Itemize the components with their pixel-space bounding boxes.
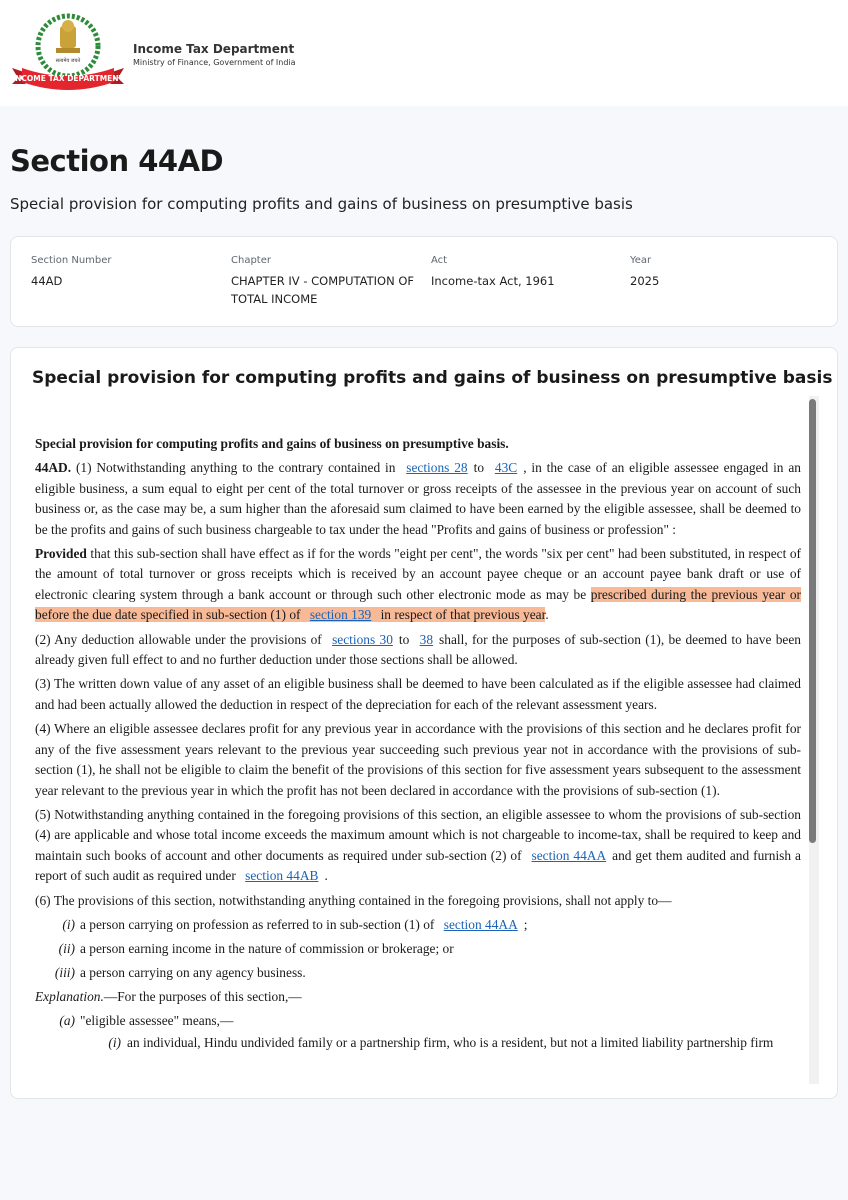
proviso <box>35 544 801 626</box>
list-item <box>35 1033 801 1055</box>
link-section-139[interactable]: section 139 <box>309 607 372 623</box>
page-subtitle: Special provision for computing profits and gains of business on presumptive basis <box>10 195 633 213</box>
site-header <box>0 0 848 106</box>
sub-section-3: (3) The written down value of any asset of an eligible business shall be deemed to have been calculated as if the eligible assessee had claimed and had been actually allowed the deduction in respect of the depreciation for each of the relevant assessment years. <box>35 676 801 712</box>
text: , in the case of an eligible assessee engaged in an eligible business, a sum equal to eight per cent of the total turnover or gross receipts of the assessee in the previous year on account of such business or, as the case may be, a sum higher than the aforesaid sum claimed to have been earned by the eligible assessee, shall be deemed to be the profits and gains of such business chargeable to tax under the head "Profits and gains of business or profession" : <box>35 460 801 537</box>
link-section-44ab[interactable]: section 44AB <box>245 868 319 884</box>
meta-value: Income-tax Act, 1961 <box>431 274 555 288</box>
text: prescribed during the previous year or before the due date specified in sub-section (1) of <box>35 586 801 623</box>
item-text: a person earning income in the nature of commission or brokerage; or <box>80 940 454 956</box>
sub-section-2 <box>35 630 801 671</box>
item-number: (i) <box>62 916 75 932</box>
explanation <box>35 987 801 1007</box>
meta-act <box>431 255 626 290</box>
text: (2) Any deduction allowable under the provisions of <box>35 631 322 647</box>
page-title: Section 44AD <box>10 144 224 178</box>
link-section-44aa[interactable]: section 44AA <box>531 847 607 863</box>
text: to <box>398 631 410 647</box>
text: that this sub-section shall have effect as if for the words "eight per cent", the words "six per cent" had been substituted, in respect of the amount of total turnover or gross receipts which is received by an account payee cheque or an account payee bank draft or use of electronic clearing system through a bank account or through such other electronic mode as may be <box>35 546 801 602</box>
link-43c[interactable]: 43C <box>494 460 518 476</box>
text: . <box>324 868 328 884</box>
meta-value: 44AD <box>31 274 63 288</box>
meta-label: Chapter <box>231 255 271 266</box>
department-subtitle: Ministry of Finance, Government of India <box>133 58 296 67</box>
text: ; <box>523 916 528 932</box>
meta-label: Act <box>431 255 448 266</box>
meta-value: 2025 <box>630 274 660 288</box>
link-section-44aa[interactable]: section 44AA <box>443 916 518 932</box>
link-sections-28[interactable]: sections 28 <box>406 460 468 476</box>
department-name: Income Tax Department <box>133 42 295 56</box>
meta-value: CHAPTER IV - COMPUTATION OF TOTAL INCOME <box>231 274 414 306</box>
item-number: (ii) <box>58 940 75 956</box>
list-item <box>35 963 801 985</box>
item-number: (i) <box>108 1035 121 1051</box>
item-text: a person carrying on any agency business. <box>80 964 306 980</box>
text: (5) Notwithstanding anything contained in the foregoing provisions of this section, an eligible assessee to whom the provisions of sub-section (4) are applicable and whose total income exceeds the maximum amount which is not chargeable to income-tax, shall be required to keep and maintain such books of account and other documents as required under sub-section (2) of <box>35 806 801 863</box>
sub-section-6: (6) The provisions of this section, notwithstanding anything contained in the foregoing provisions, shall not apply to— <box>35 892 672 908</box>
explanation-label: Explanation. <box>35 988 104 1004</box>
meta-label: Year <box>630 255 652 266</box>
link-sections-30[interactable]: sections 30 <box>332 631 393 647</box>
item-number: (a) <box>59 1013 75 1029</box>
item-text: an individual, Hindu undivided family or a partnership firm, who is a resident, but not a limited liability partnership firm <box>127 1035 774 1051</box>
item-text: a person carrying on profession as referred to in sub-section (1) of <box>80 916 435 932</box>
meta-chapter <box>231 255 426 308</box>
item-number: (iii) <box>54 964 75 980</box>
income-tax-emblem-logo[interactable] <box>10 12 126 92</box>
list-item <box>35 915 801 937</box>
proviso-lead: Provided <box>35 546 87 562</box>
svg-text:सत्यमेव जयते: सत्यमेव जयते <box>55 58 81 64</box>
sub-section-5 <box>35 805 801 887</box>
content-heading: Special provision for computing profits and gains of business on presumptive basis <box>32 368 833 388</box>
text: shall, for the purposes of sub-section (1), be deemed to have been already given full effect to and no further deduction under those sections shall be allowed. <box>35 631 801 668</box>
meta-label: Section Number <box>31 255 112 266</box>
text: to <box>473 460 485 476</box>
list-item <box>35 939 801 961</box>
svg-text:INCOME TAX DEPARTMENT: INCOME TAX DEPARTMENT <box>12 74 124 83</box>
meta-year <box>630 255 825 290</box>
text: in respect of that previous year <box>380 607 546 623</box>
doc-title: Special provision for computing profits and gains of business on presumptive basis. <box>35 436 509 451</box>
section-meta-card <box>10 236 838 327</box>
sub-section-4: (4) Where an eligible assessee declares profit for any previous year in accordance with the provisions of this section and he declares profit for any of the five assessment years relevant to the previous year succeeding such previous year not in accordance with the provisions of sub-section (1), he shall not be eligible to claim the benefit of the provisions of this section for five assessment years subsequent to the assessment year relevant to the previous year in which the profit has not been declared in accordance with the provisions of sub-section (1). <box>35 721 801 798</box>
text: and get them audited and furnish a report of such audit as required under <box>35 847 801 884</box>
list-item <box>35 1011 801 1033</box>
meta-section-number <box>31 255 226 290</box>
text: (1) Notwithstanding anything to the contrary contained in <box>75 460 396 476</box>
text: . <box>545 607 549 623</box>
section-lead: 44AD. <box>35 460 72 476</box>
text: —For the purposes of this section,— <box>103 988 302 1004</box>
link-38[interactable]: 38 <box>419 631 434 647</box>
scrollbar-thumb[interactable] <box>809 399 816 843</box>
section-text[interactable] <box>35 434 801 1084</box>
sub-section-1 <box>35 458 801 540</box>
item-text: "eligible assessee" means,— <box>80 1013 234 1029</box>
section-content-card <box>10 347 838 1099</box>
